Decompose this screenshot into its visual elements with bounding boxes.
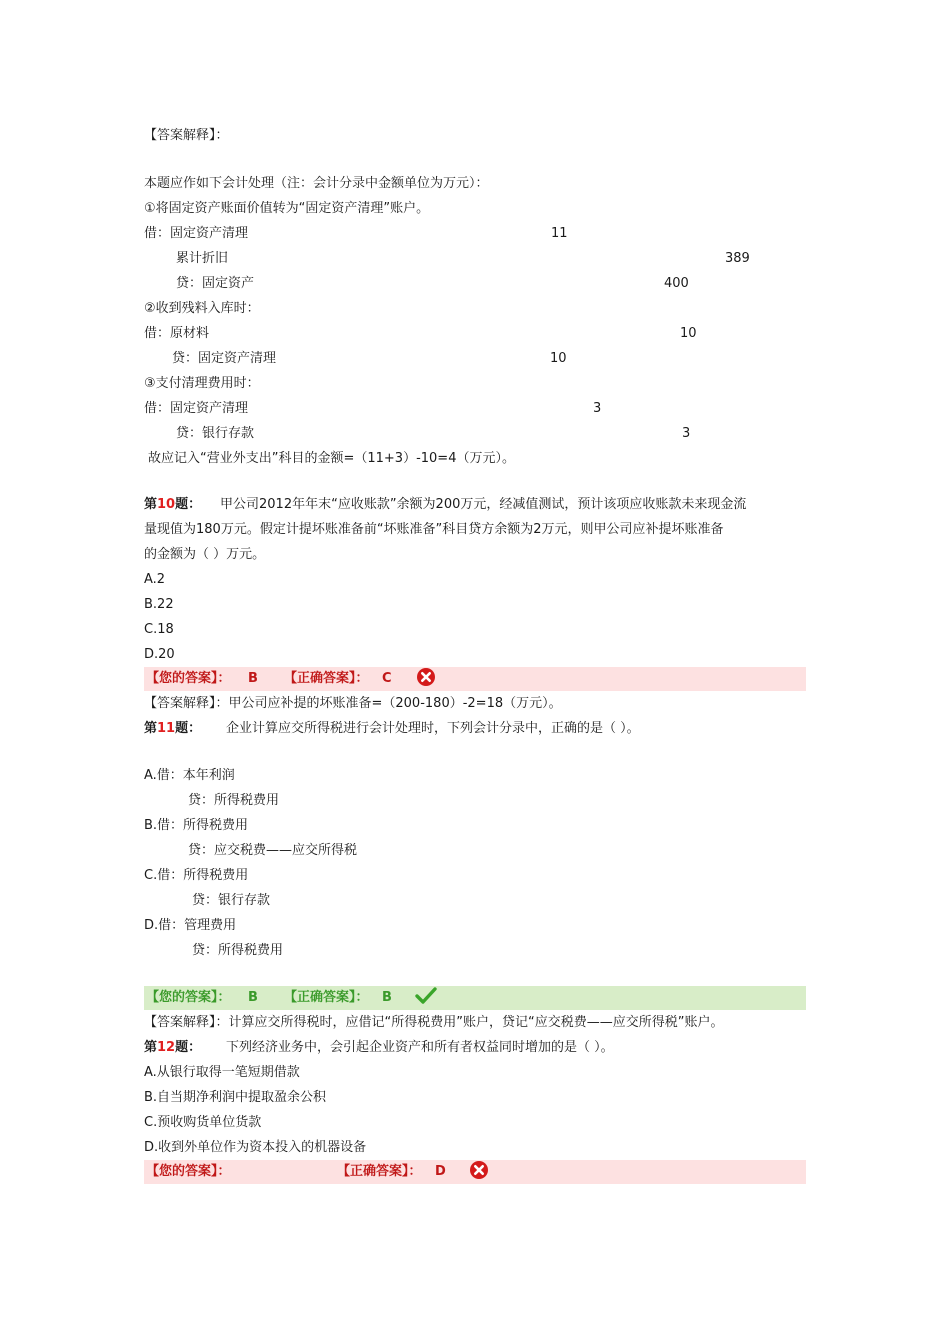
entry1-debit: 借：固定资产清理 xyxy=(144,226,249,241)
question-number: 12 xyxy=(157,1040,176,1055)
answer-result-bar xyxy=(144,667,806,691)
question-10-stem-line2: 量现值为180万元。假定计提坏账准备前“坏账准备”科目贷方余额为2万元，则甲公司应补提坏账准备 xyxy=(144,522,724,537)
question-11-stem: 企业计算应交所得税进行会计处理时，下列会计分录中，正确的是（ ）。 xyxy=(226,721,640,736)
option-d[interactable]: D.收到外单位作为资本投入的机器设备 xyxy=(144,1140,367,1155)
option-b[interactable]: B.借：所得税费用 xyxy=(144,818,249,833)
step-1: ①将固定资产账面价值转为“固定资产清理”账户。 xyxy=(144,201,430,216)
question-prefix: 第 xyxy=(144,497,158,512)
entry2-debit: 借：原材料 xyxy=(144,326,210,341)
option-c-credit: 贷：银行存款 xyxy=(192,893,271,908)
entry3-debit-amount: 3 xyxy=(593,401,602,416)
question-12-header xyxy=(144,1038,201,1058)
correct-answer-label: 【正确答案】： xyxy=(284,671,369,686)
explanation-intro: 本题应作如下会计处理（注：会计分录中金额单位为万元）： xyxy=(144,176,489,191)
step-2: ②收到残料入库时： xyxy=(144,301,260,316)
question-number: 11 xyxy=(157,721,176,736)
option-a[interactable]: A.借：本年利润 xyxy=(144,768,235,783)
option-c[interactable]: C.预收购货单位货款 xyxy=(144,1115,262,1130)
option-a[interactable]: A.2 xyxy=(144,572,166,587)
entry1-credit: 贷：固定资产 xyxy=(176,276,255,291)
entry3-credit-amount: 3 xyxy=(682,426,691,441)
correct-answer-value: B xyxy=(382,990,392,1005)
step-3: ③支付清理费用时： xyxy=(144,376,260,391)
option-d-credit: 贷：所得税费用 xyxy=(192,943,284,958)
option-c[interactable]: C.借：所得税费用 xyxy=(144,868,249,883)
option-d[interactable]: D.借：管理费用 xyxy=(144,918,237,933)
question-suffix: 题： xyxy=(175,497,202,512)
your-answer-label: 【您的答案】： xyxy=(146,990,231,1005)
entry2-credit: 贷：固定资产清理 xyxy=(172,351,277,366)
entry3-credit: 贷：银行存款 xyxy=(176,426,255,441)
correct-answer-label: 【正确答案】： xyxy=(337,1164,422,1179)
entry1-credit-amount: 400 xyxy=(664,276,689,291)
correct-answer-value: D xyxy=(435,1164,446,1179)
entry2-credit-amount: 10 xyxy=(550,351,567,366)
your-answer-value: B xyxy=(248,671,258,686)
question-prefix: 第 xyxy=(144,721,158,736)
your-answer-label: 【您的答案】： xyxy=(146,1164,231,1179)
correct-answer-value: C xyxy=(382,671,392,686)
option-a[interactable]: A.从银行取得一笔短期借款 xyxy=(144,1065,300,1080)
answer-result-bar xyxy=(144,1160,806,1184)
answer-result-bar xyxy=(144,986,806,1010)
question-suffix: 题： xyxy=(175,721,202,736)
question-10-stem-line1: 甲公司2012年年末“应收账款”余额为200万元，经减值测试，预计该项应收账款未来现金流 xyxy=(220,497,747,512)
option-d[interactable]: D.20 xyxy=(144,647,175,662)
option-b[interactable]: B.自当期净利润中提取盈余公积 xyxy=(144,1090,327,1105)
question-11-header xyxy=(144,719,201,739)
entry1-debit2-amount: 389 xyxy=(725,251,750,266)
question-10-header xyxy=(144,495,201,515)
question-number: 10 xyxy=(157,497,176,512)
question-10-explanation: 【答案解释】：甲公司应补提的坏账准备=（200-180）-2=18（万元）。 xyxy=(144,696,562,711)
wrong-x-icon xyxy=(469,1160,489,1180)
question-11-explanation: 【答案解释】：计算应交所得税时，应借记“所得税费用”账户，贷记“应交税费——应交所得税”账户。 xyxy=(144,1015,724,1030)
your-answer-value: B xyxy=(248,990,258,1005)
entry2-debit-amount: 10 xyxy=(680,326,697,341)
option-b[interactable]: B.22 xyxy=(144,597,174,612)
question-12-stem: 下列经济业务中，会引起企业资产和所有者权益同时增加的是（ ）。 xyxy=(226,1040,614,1055)
entry3-debit: 借：固定资产清理 xyxy=(144,401,249,416)
question-10-stem-line3: 的金额为（ ）万元。 xyxy=(144,547,266,562)
entry1-debit2: 累计折旧 xyxy=(176,251,229,266)
question-prefix: 第 xyxy=(144,1040,158,1055)
option-c[interactable]: C.18 xyxy=(144,622,174,637)
answer-explanation-label: 【答案解释】： xyxy=(144,128,229,143)
correct-answer-label: 【正确答案】： xyxy=(284,990,369,1005)
explanation-conclusion: 故应记入“营业外支出”科目的金额=（11+3）-10=4（万元）。 xyxy=(148,451,515,466)
correct-check-icon xyxy=(414,986,438,1006)
entry1-debit-amount: 11 xyxy=(551,226,568,241)
option-a-credit: 贷：所得税费用 xyxy=(188,793,280,808)
option-b-credit: 贷：应交税费——应交所得税 xyxy=(188,843,358,858)
wrong-x-icon xyxy=(416,667,436,687)
question-suffix: 题： xyxy=(175,1040,202,1055)
your-answer-label: 【您的答案】： xyxy=(146,671,231,686)
